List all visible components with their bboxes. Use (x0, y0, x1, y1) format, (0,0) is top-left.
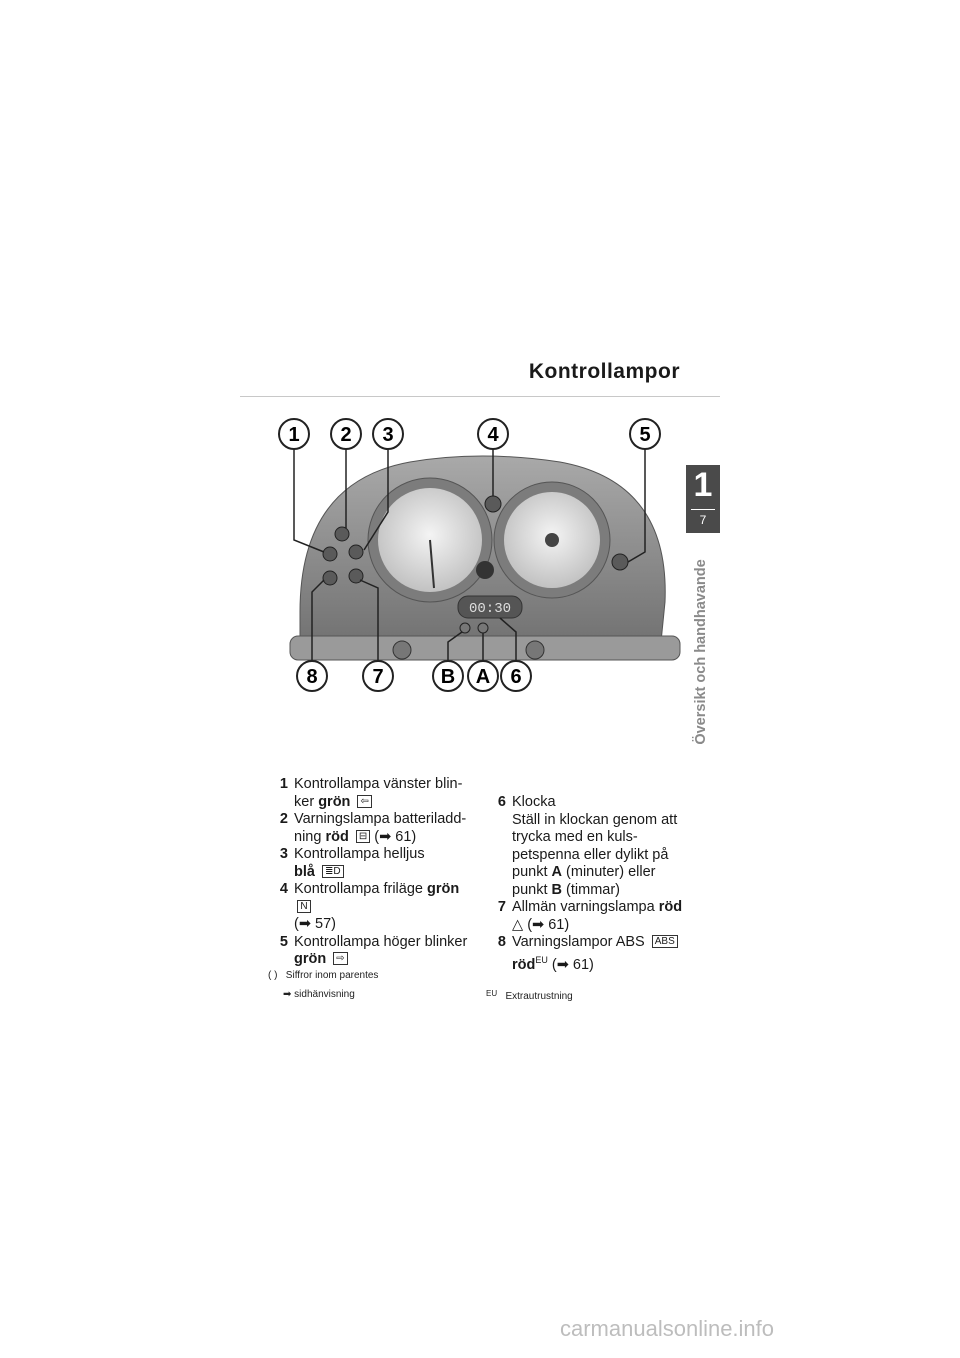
callout-b-label: B (440, 666, 456, 688)
legend-item-8 (486, 934, 686, 974)
instrument-cluster-figure (260, 412, 700, 702)
legend-color: grön (427, 881, 460, 897)
footnote-extra-equipment (486, 989, 573, 1002)
legend-text: Kontrollampa helljus (294, 846, 425, 862)
chapter-side-label: Översikt och handhavande (693, 559, 709, 745)
chapter-number: 1 (693, 466, 713, 504)
legend-item-2 (268, 811, 468, 846)
legend-number: 2 (279, 811, 288, 827)
legend-text: Kontrollampa vänster blin- (294, 776, 463, 792)
clock-button-a (478, 623, 488, 633)
arrow-icon: ➡ (283, 989, 292, 1000)
footnote-text: Extrautrustning (505, 991, 573, 1002)
legend-item-6 (486, 794, 686, 899)
high-beam-icon: ≣D (322, 865, 344, 878)
legend-color: röd (658, 899, 683, 915)
right-turn-lamp (612, 554, 628, 570)
callout-2 (331, 419, 361, 449)
footnote-text: Siffror inom parentes (285, 970, 379, 981)
title-divider (240, 396, 720, 397)
warning-triangle-icon: △ (512, 916, 524, 933)
legend-left (268, 776, 468, 969)
callout-8 (297, 661, 327, 691)
callout-7 (363, 661, 393, 691)
legend-number: 4 (279, 881, 288, 897)
legend-number: 7 (497, 899, 506, 915)
abs-icon: ABS (652, 935, 678, 948)
legend-text: Varningslampa batteriladd- (294, 811, 467, 827)
legend-text: Kontrollampa friläge (294, 881, 423, 897)
clamp-bolt-right (526, 641, 544, 659)
tachometer-hub (545, 533, 559, 547)
legend-color: grön (318, 793, 351, 810)
right-turn-icon: ⇨ (333, 952, 347, 965)
callout-5 (630, 419, 660, 449)
battery-lamp (335, 527, 349, 541)
legend-item-4 (268, 881, 468, 934)
callout-a (468, 661, 498, 691)
legend-color: blå (294, 863, 315, 880)
legend-text: ning (294, 828, 322, 845)
legend-page-ref: (➡ 61) (527, 916, 570, 933)
legend-text: Klocka (512, 794, 556, 810)
legend-right (486, 794, 686, 974)
neutral-icon: N (297, 900, 311, 913)
legend-color: röd (512, 956, 536, 973)
legend-text: (minuter) eller punkt (512, 864, 656, 898)
high-beam-lamp (349, 545, 363, 559)
footnote-symbol: EU (486, 989, 498, 998)
legend-page-ref: (➡ 61) (551, 956, 594, 973)
callout-4-label: 4 (487, 424, 499, 446)
legend-number: 3 (279, 846, 288, 862)
legend-text: Kontrollampa höger blinker (294, 933, 468, 950)
neutral-lamp (485, 496, 501, 512)
legend-item-3 (268, 846, 468, 881)
callout-a-label: A (475, 666, 491, 688)
legend-number: 5 (279, 933, 288, 950)
legend-text: Allmän varningslampa (512, 899, 655, 915)
legend-number: 1 (279, 776, 288, 792)
footnote-page-reference (283, 989, 355, 1000)
callout-2-label: 2 (340, 424, 352, 446)
callout-1-label: 1 (288, 424, 300, 446)
clock-time: 00:30 (468, 601, 512, 617)
handlebar (290, 636, 680, 660)
watermark: carmanualsonline.info (560, 1316, 775, 1341)
callout-4 (478, 419, 508, 449)
legend-color: grön (294, 951, 327, 967)
left-turn-icon: ⇦ (357, 795, 371, 808)
legend-item-7 (486, 899, 686, 934)
legend-number: 6 (497, 794, 506, 810)
callout-1 (279, 419, 309, 449)
callout-5-label: 5 (639, 424, 651, 446)
eu-superscript: EU (535, 954, 548, 965)
point-a-label: A (551, 864, 562, 880)
legend-text: ker (294, 793, 315, 810)
footnote-parentheses (268, 970, 378, 981)
legend-page-ref: (➡ 57) (294, 916, 336, 932)
clamp-bolt-left (393, 641, 411, 659)
footnote-symbol: ( ) (268, 970, 278, 981)
abs-lamp (323, 571, 337, 585)
callout-b (433, 661, 463, 691)
legend-page-ref: (➡ 61) (374, 828, 417, 845)
left-turn-lamp (323, 547, 337, 561)
legend-text: Ställ in klockan genom att trycka med en kuls- petspenna eller dylikt på punkt (512, 811, 678, 880)
instrument-cluster-illustration (260, 412, 700, 702)
legend-color: röd (325, 828, 349, 845)
page-number: 7 (699, 513, 707, 527)
callout-7-label: 7 (372, 666, 384, 688)
callout-8-label: 8 (306, 666, 318, 688)
ignition-knob (476, 561, 494, 579)
callout-6 (501, 661, 531, 691)
callout-6-label: 6 (510, 666, 522, 688)
point-b-label: B (551, 881, 562, 898)
legend-item-5 (268, 934, 468, 969)
battery-icon: ⊟ (356, 830, 370, 843)
legend-number: 8 (497, 934, 506, 950)
legend-text: (timmar) (566, 881, 620, 898)
legend-text: Varningslampor ABS (512, 934, 645, 950)
footnote-text: sidhänvisning (294, 989, 355, 1000)
page-title: Kontrollampor (528, 360, 680, 383)
legend-item-1 (268, 776, 468, 811)
callout-3 (373, 419, 403, 449)
callout-3-label: 3 (382, 424, 394, 446)
